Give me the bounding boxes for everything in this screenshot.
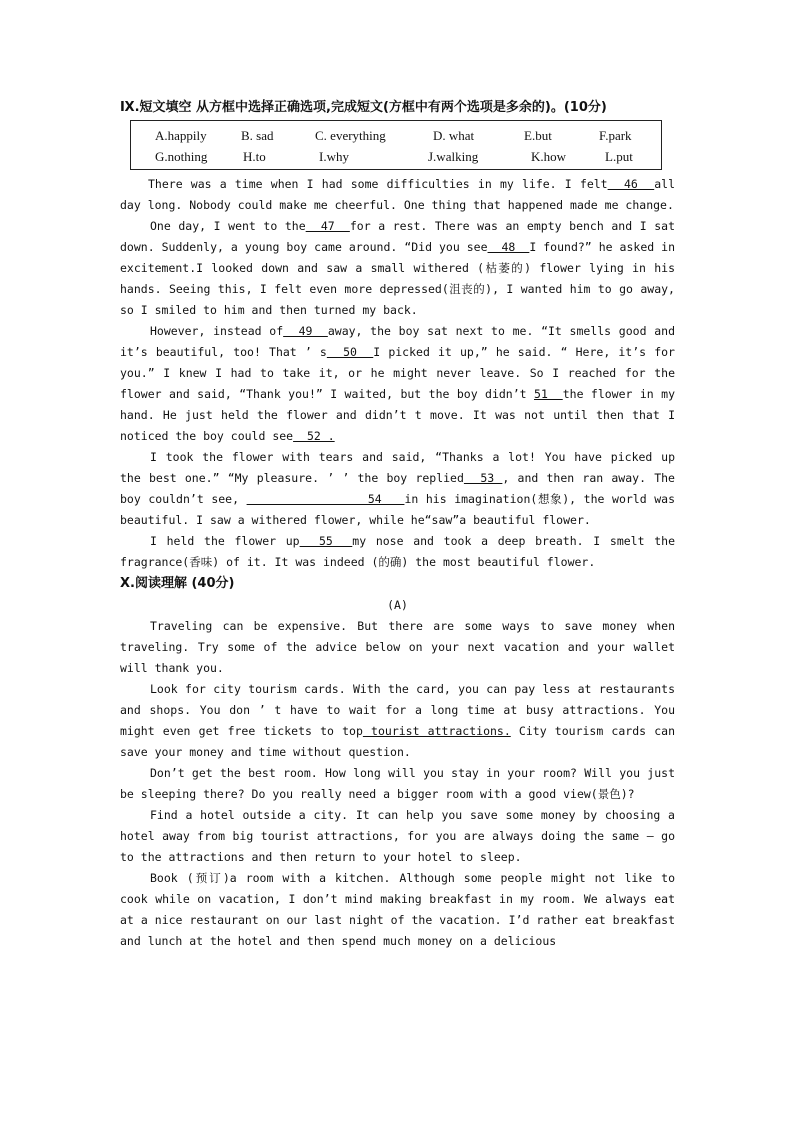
cloze-text: There was a time when I had some difficulties in my life. I felt [148,177,608,191]
cloze-paragraph-3 [120,321,675,447]
blank-47: 47 [305,219,350,233]
option-i: I.why [319,149,349,164]
option-l: L.put [605,149,633,164]
part-a-label: (A) [387,598,408,612]
cloze-text: my nose and took a deep breath. I smelt the fragrance(香味) of it. It was indeed (的确) the most beautiful flower. [120,534,675,569]
cloze-text: , and then ran away. The boy couldn’t see, [120,471,675,506]
reading-paragraph-1: Traveling can be expensive. But there are some ways to save money when traveling. Try some of the advice below on your next vacation and your wallet will thank you. [120,619,675,675]
cloze-text: away, the boy sat next to me. “It smells good and it’s beautiful, too! That ’ s [120,324,675,359]
option-a: A.happily [155,128,207,143]
cloze-text: the flower in my hand. He just held the flower and didn’t t move. It was not until then that I noticed the boy could see [120,387,675,443]
reading-paragraph-2 [120,679,675,763]
cloze-text: One day, I went to the [150,219,306,233]
blank-51: 51 [534,387,563,401]
cloze-text: I found?” he asked in excitement.I looked down and saw a small withered (枯萎的) flower lying in his hands. Seeing this, I felt even more depressed(沮丧的), I wanted him to go away, so I smiled to him and then turned my back. [120,240,675,317]
blank-46: 46 [607,177,655,191]
document-page [120,97,675,952]
option-h: H.to [243,149,266,164]
blank-53: 53 [463,471,503,485]
reading-text: City tourism cards can save your money and time without question. [120,724,675,759]
blank-49: 49 [283,324,328,338]
cloze-text: However, instead of [150,324,284,338]
cloze-text: all day long. Nobody could make me cheerful. One thing that happened made me change. [120,177,676,212]
section-9-title: Ⅸ.短文填空 从方框中选择正确选项,完成短文(方框中有两个选项是多余的)。(10分) [120,100,607,115]
underlined-phrase: tourist attractions. [362,724,511,738]
blank-50: 50 [326,345,374,359]
blank-54: 54 [246,492,405,506]
cloze-paragraph-2 [120,216,675,321]
options-box [130,120,662,170]
cloze-text: in his imagination(想象), the world was beautiful. I saw a withered flower, while he“saw”a beautiful flower. [120,492,676,527]
cloze-text: for a rest. There was an empty bench and I sat down. Suddenly, a young boy came around. “Did you see [120,219,675,254]
section-10-title: Ⅹ.阅读理解 (40分) [120,576,235,591]
cloze-text: I picked it up,” he said. “ Here, it’s for you.” I knew I had to take it, or he might never leave. So I reached for the flower and said, “Thank you!” I waited, but the boy didn’t [120,345,675,401]
cloze-paragraph-4 [120,447,675,531]
cloze-paragraph-5 [120,531,675,573]
reading-paragraph-3: Don’t get the best room. How long will you stay in your room? Will you just be sleeping there? Do you really need a bigger room with a good view(景色)? [120,766,675,801]
reading-text: Look for city tourism cards. With the card, you can pay less at restaurants and shops. You don ’ t have to wait for a long time at busy attractions. You might even get free tickets to top [120,682,675,738]
option-f: F.park [599,128,632,143]
reading-paragraph-5: Book (预订)a room with a kitchen. Although some people might not like to cook while on vacation, I don’t mind making breakfast in my room. We always eat at a nice restaurant on our last night of the vacation. I’d rather eat breakfast and lunch at the hotel and then spend much money on a delicious [120,871,675,948]
blank-48: 48 [487,240,530,254]
option-e: E.but [524,128,552,143]
cloze-text: I took the flower with tears and said, “Thanks a lot! You have picked up the best one.” “My pleasure. ’ ’ the boy replied [120,450,675,485]
option-d: D. what [433,128,475,143]
cloze-paragraph-1 [120,174,675,216]
option-c: C. everything [315,128,386,143]
option-b: B. sad [241,128,274,143]
reading-paragraph-4: Find a hotel outside a city. It can help you save some money by choosing a hotel away from big tourist attractions, for you are always doing the same — go to the attractions and then return to your hotel to sleep. [120,808,675,864]
blank-55: 55 [299,534,353,548]
option-j: J.walking [428,149,479,164]
option-k: K.how [531,149,567,164]
blank-52: 52 . [293,429,335,443]
cloze-text: I held the flower up [150,534,300,548]
option-g: G.nothing [155,149,208,164]
